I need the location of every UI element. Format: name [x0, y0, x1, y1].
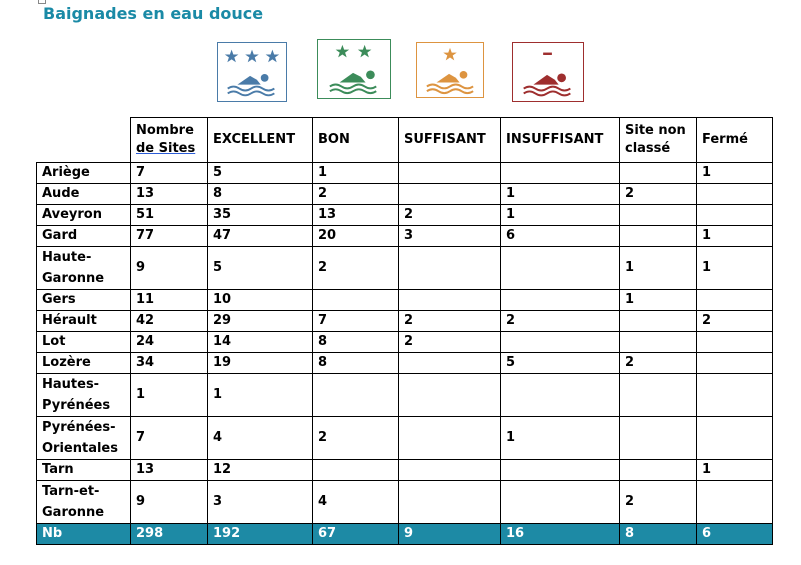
cell-non-classe [620, 311, 697, 332]
cell-bon: 20 [313, 226, 399, 247]
cell-ferme: 1 [697, 226, 773, 247]
cell-dept: Pyrénées-Orientales [37, 417, 131, 460]
cell-non-classe [620, 205, 697, 226]
cell-non-classe [620, 226, 697, 247]
cell-sites: 9 [131, 481, 208, 524]
table-row [37, 460, 773, 481]
header-excellent: EXCELLENT [208, 118, 313, 163]
header-insuffisant: INSUFFISANT [501, 118, 620, 163]
cell-insuffisant [501, 332, 620, 353]
cell-suffisant [399, 374, 501, 417]
cell-insuffisant [501, 247, 620, 290]
cell-insuffisant: 1 [501, 184, 620, 205]
table-row [37, 205, 773, 226]
cell-bon: 13 [313, 205, 399, 226]
cell-bon: 2 [313, 184, 399, 205]
cell-sites: 13 [131, 460, 208, 481]
cell-insuffisant [501, 460, 620, 481]
cell-suffisant [399, 417, 501, 460]
minus-swimmer-icon [512, 42, 584, 102]
total-suffisant: 9 [399, 524, 501, 545]
cell-non-classe [620, 417, 697, 460]
cell-bon: 8 [313, 332, 399, 353]
page-title: Baignades en eau douce [43, 4, 264, 23]
cell-ferme: 1 [697, 460, 773, 481]
cell-suffisant [399, 290, 501, 311]
cell-non-classe [620, 163, 697, 184]
cell-insuffisant: 6 [501, 226, 620, 247]
total-excellent: 192 [208, 524, 313, 545]
cell-insuffisant [501, 374, 620, 417]
total-sites: 298 [131, 524, 208, 545]
cell-dept: Ariège [37, 163, 131, 184]
table-header-row [37, 118, 773, 163]
cell-ferme [697, 205, 773, 226]
table-row [37, 290, 773, 311]
cell-insuffisant: 2 [501, 311, 620, 332]
cell-ferme [697, 332, 773, 353]
cell-dept: Gard [37, 226, 131, 247]
total-bon: 67 [313, 524, 399, 545]
bathing-sites-table [36, 117, 773, 545]
cell-non-classe: 2 [620, 481, 697, 524]
cell-excellent: 29 [208, 311, 313, 332]
header-ferme: Fermé [697, 118, 773, 163]
cell-excellent: 19 [208, 353, 313, 374]
cell-bon: 2 [313, 417, 399, 460]
cell-dept: Tarn-et-Garonne [37, 481, 131, 524]
cell-bon: 2 [313, 247, 399, 290]
cell-dept: Lozère [37, 353, 131, 374]
cell-bon [313, 460, 399, 481]
cell-non-classe [620, 374, 697, 417]
cell-sites: 1 [131, 374, 208, 417]
cell-insuffisant: 1 [501, 417, 620, 460]
cell-sites: 11 [131, 290, 208, 311]
cell-sites: 9 [131, 247, 208, 290]
cell-excellent: 12 [208, 460, 313, 481]
cell-dept: Gers [37, 290, 131, 311]
total-dept: Nb [37, 524, 131, 545]
cell-sites: 13 [131, 184, 208, 205]
cell-insuffisant: 5 [501, 353, 620, 374]
cell-excellent: 10 [208, 290, 313, 311]
one-star-swimmer-icon [416, 42, 484, 98]
header-sites [131, 118, 208, 163]
cell-insuffisant [501, 481, 620, 524]
table-row [37, 163, 773, 184]
cell-excellent: 8 [208, 184, 313, 205]
cell-dept: Hautes-Pyrénées [37, 374, 131, 417]
table-row [37, 353, 773, 374]
cell-bon: 8 [313, 353, 399, 374]
cell-ferme [697, 417, 773, 460]
cell-suffisant: 2 [399, 205, 501, 226]
cell-ferme: 1 [697, 247, 773, 290]
cell-suffisant [399, 247, 501, 290]
cell-ferme: 2 [697, 311, 773, 332]
header-blank-cell [37, 118, 131, 163]
cell-suffisant: 2 [399, 311, 501, 332]
cell-sites: 77 [131, 226, 208, 247]
cell-sites: 42 [131, 311, 208, 332]
cell-suffisant [399, 163, 501, 184]
header-non-classe: Site non classé [620, 118, 697, 163]
cell-sites: 7 [131, 163, 208, 184]
cell-excellent: 1 [208, 374, 313, 417]
cell-sites: 7 [131, 417, 208, 460]
cell-excellent: 35 [208, 205, 313, 226]
cell-suffisant [399, 353, 501, 374]
cell-non-classe: 2 [620, 184, 697, 205]
header-sites-line1: Nombre [136, 123, 194, 138]
cell-ferme [697, 353, 773, 374]
cell-dept: Hérault [37, 311, 131, 332]
cell-non-classe: 1 [620, 290, 697, 311]
table-row [37, 481, 773, 524]
header-bon: BON [313, 118, 399, 163]
cell-insuffisant [501, 290, 620, 311]
cell-dept: Aude [37, 184, 131, 205]
table-row [37, 374, 773, 417]
cell-excellent: 5 [208, 163, 313, 184]
table-row [37, 332, 773, 353]
cell-sites: 51 [131, 205, 208, 226]
cell-dept: Lot [37, 332, 131, 353]
two-stars-swimmer-icon [317, 39, 391, 99]
cell-ferme: 1 [697, 163, 773, 184]
cell-ferme [697, 184, 773, 205]
cell-bon [313, 374, 399, 417]
cell-excellent: 14 [208, 332, 313, 353]
cell-non-classe [620, 332, 697, 353]
cell-ferme [697, 374, 773, 417]
cell-insuffisant [501, 163, 620, 184]
total-row [37, 524, 773, 545]
cell-dept: Tarn [37, 460, 131, 481]
total-non-classe: 8 [620, 524, 697, 545]
cell-bon: 1 [313, 163, 399, 184]
cell-dept: Aveyron [37, 205, 131, 226]
cell-non-classe: 2 [620, 353, 697, 374]
table-row [37, 247, 773, 290]
cell-ferme [697, 481, 773, 524]
cell-sites: 24 [131, 332, 208, 353]
table-row [37, 184, 773, 205]
cell-excellent: 5 [208, 247, 313, 290]
cell-suffisant: 2 [399, 332, 501, 353]
cell-excellent: 47 [208, 226, 313, 247]
table-row [37, 311, 773, 332]
cell-non-classe: 1 [620, 247, 697, 290]
cell-suffisant [399, 184, 501, 205]
cell-bon [313, 290, 399, 311]
cell-suffisant [399, 460, 501, 481]
table-row [37, 417, 773, 460]
cell-insuffisant: 1 [501, 205, 620, 226]
cell-dept: Haute-Garonne [37, 247, 131, 290]
total-ferme: 6 [697, 524, 773, 545]
cell-non-classe [620, 460, 697, 481]
cell-bon: 7 [313, 311, 399, 332]
cell-ferme [697, 290, 773, 311]
cell-suffisant [399, 481, 501, 524]
cell-sites: 34 [131, 353, 208, 374]
header-suffisant: SUFFISANT [399, 118, 501, 163]
three-stars-swimmer-icon [217, 42, 287, 102]
cell-excellent: 3 [208, 481, 313, 524]
header-sites-line2: de Sites [136, 141, 196, 156]
cell-excellent: 4 [208, 417, 313, 460]
cell-bon: 4 [313, 481, 399, 524]
cell-suffisant: 3 [399, 226, 501, 247]
total-insuffisant: 16 [501, 524, 620, 545]
table-row [37, 226, 773, 247]
